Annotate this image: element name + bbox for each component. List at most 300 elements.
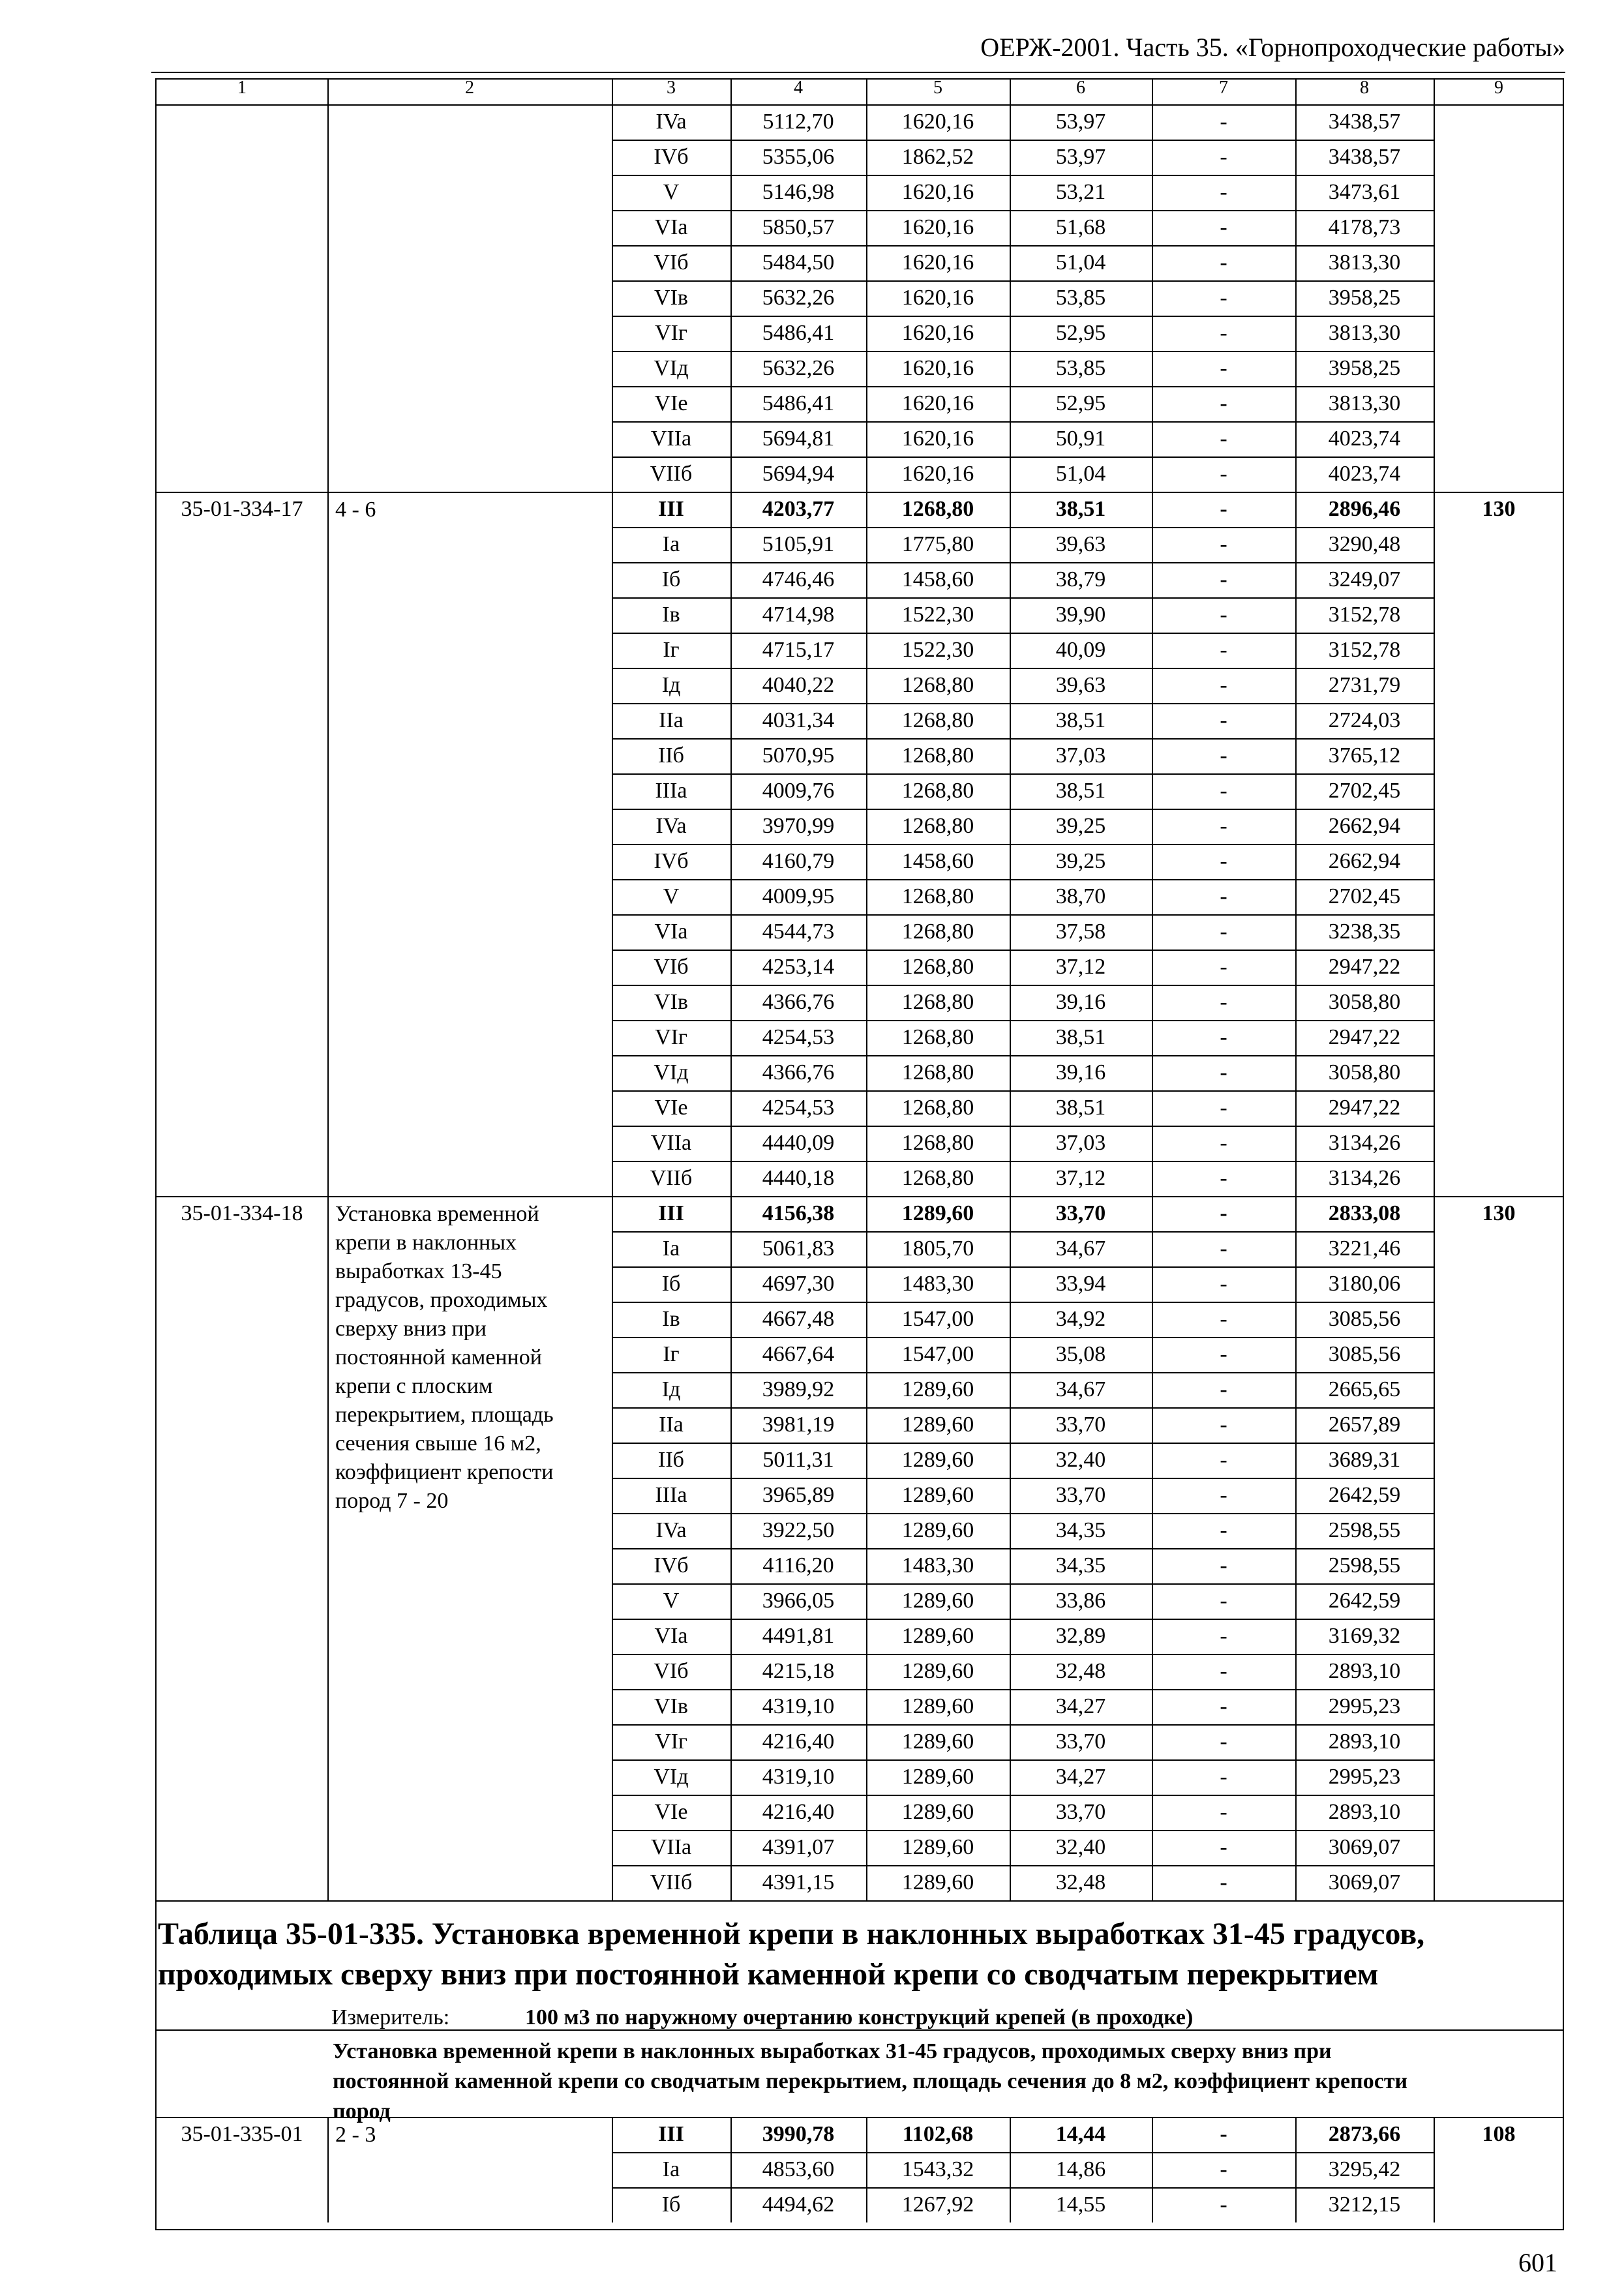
cell-machines: 38,51: [1055, 779, 1106, 803]
cell-category: VIб: [654, 1659, 689, 1683]
cell-category: VIе: [654, 391, 688, 415]
cell-machines: 38,70: [1055, 884, 1106, 908]
cell-machines: 34,92: [1055, 1307, 1106, 1331]
cell-materials: 3069,07: [1328, 1835, 1401, 1859]
row-border: [612, 985, 1434, 986]
cell-materials: 2665,65: [1328, 1377, 1401, 1401]
row-border: [612, 421, 1434, 423]
cell-total-cost: 3966,05: [762, 1589, 835, 1613]
cell-materials: 3169,32: [1328, 1624, 1401, 1648]
cell-category: Iб: [661, 567, 681, 591]
cell-category: IVa: [655, 110, 687, 134]
cell-total-cost: 5486,41: [762, 321, 835, 345]
column-border: [612, 1196, 613, 1900]
cell-materials: 3438,57: [1328, 110, 1401, 134]
cell-materials: 3058,80: [1328, 1060, 1401, 1085]
cell-wages: 1522,30: [901, 603, 974, 627]
cell-wages: 1547,00: [901, 1307, 974, 1331]
cell-wages: 1620,16: [901, 286, 974, 310]
cell-total-cost: 4319,10: [762, 1765, 835, 1789]
column-border: [1010, 492, 1011, 1196]
cell-materials: 3238,35: [1328, 920, 1401, 944]
cell-total-cost: 4853,60: [762, 2157, 835, 2181]
cell-machinists-wages: -: [1220, 110, 1227, 134]
rate-name: 2 - 3: [335, 2123, 376, 2147]
cell-machines: 53,97: [1055, 145, 1106, 169]
cell-machines: 33,70: [1055, 1729, 1106, 1754]
cell-total-cost: 5061,83: [762, 1236, 835, 1261]
row-border: [612, 527, 1434, 528]
cell-machinists-wages: -: [1220, 426, 1227, 451]
cell-category: III: [658, 2122, 684, 2146]
cell-category: V: [663, 180, 680, 204]
cell-machines: 51,68: [1055, 215, 1106, 239]
cell-materials: 3813,30: [1328, 250, 1401, 275]
column-border: [1010, 80, 1011, 104]
column-border: [866, 104, 867, 492]
cell-category: VIд: [654, 356, 689, 380]
cell-wages: 1268,80: [901, 779, 974, 803]
cell-total-cost: 4040,22: [762, 673, 835, 697]
column-border: [1295, 1196, 1297, 1900]
cell-machines: 33,86: [1055, 1589, 1106, 1613]
cell-machines: 35,08: [1055, 1342, 1106, 1366]
cell-materials: 2662,94: [1328, 849, 1401, 873]
column-border: [1152, 104, 1153, 492]
cell-total-cost: 4391,07: [762, 1835, 835, 1859]
cell-materials: 2642,59: [1328, 1589, 1401, 1613]
cell-machines: 52,95: [1055, 391, 1106, 415]
cell-wages: 1268,80: [901, 743, 974, 768]
cell-total-cost: 4391,15: [762, 1870, 835, 1894]
table-335-title: Таблица 35-01-335. Установка временной крепи в наклонных выработках 31-45 градусов, проходимых сверху вниз при постоянной каменной крепи со сводчатым перекрытием: [158, 1917, 1425, 1992]
cell-machines: 39,90: [1055, 603, 1106, 627]
row-border: [612, 456, 1434, 458]
cell-total-cost: 4366,76: [762, 1060, 835, 1085]
cell-wages: 1620,16: [901, 321, 974, 345]
meter-value: 100 м3 по наружному очертанию конструкций крепей (в проходке): [525, 2005, 1194, 2029]
row-border: [612, 1126, 1434, 1127]
cell-machines: 32,48: [1055, 1870, 1106, 1894]
cell-machinists-wages: -: [1220, 356, 1227, 380]
meter-label: Измеритель:: [331, 2005, 450, 2029]
cell-machinists-wages: -: [1220, 638, 1227, 662]
cell-machines: 39,63: [1055, 673, 1106, 697]
cell-machines: 38,79: [1055, 567, 1106, 591]
column-border: [730, 492, 732, 1196]
cell-total-cost: 4215,18: [762, 1659, 835, 1683]
block-border: [157, 1900, 1564, 1902]
cell-category: VIIб: [650, 1166, 693, 1190]
row-border: [612, 1619, 1434, 1620]
cell-machinists-wages: -: [1220, 2122, 1227, 2146]
cell-total-cost: 4203,77: [762, 497, 835, 521]
cell-machines: 53,97: [1055, 110, 1106, 134]
cell-total-cost: 4160,79: [762, 849, 835, 873]
cell-machinists-wages: -: [1220, 1413, 1227, 1437]
row-border: [612, 1830, 1434, 1831]
column-border: [327, 1196, 329, 1900]
cell-category: Iг: [663, 638, 680, 662]
column-border: [1152, 1196, 1153, 1900]
cell-materials: 2947,22: [1328, 1096, 1401, 1120]
cell-wages: 1620,16: [901, 110, 974, 134]
row-border: [612, 703, 1434, 704]
cell-materials: 3290,48: [1328, 532, 1401, 556]
cell-category: IVб: [654, 1553, 689, 1578]
cell-machinists-wages: -: [1220, 1694, 1227, 1718]
cell-machines: 32,40: [1055, 1835, 1106, 1859]
cell-category: Iб: [661, 2192, 681, 2217]
cell-category: VIв: [654, 1694, 688, 1718]
column-border: [1295, 80, 1297, 104]
cell-machinists-wages: -: [1220, 814, 1227, 838]
cell-machinists-wages: -: [1220, 250, 1227, 275]
cell-category: VIa: [654, 1624, 688, 1648]
row-border: [612, 1337, 1434, 1338]
cell-category: Iв: [662, 603, 680, 627]
column-border: [866, 492, 867, 1196]
cell-total-cost: 4116,20: [762, 1553, 834, 1578]
cell-total-cost: 4216,40: [762, 1729, 835, 1754]
cell-materials: 2702,45: [1328, 884, 1401, 908]
row-border: [612, 562, 1434, 563]
column-border: [730, 80, 732, 104]
rate-name: 4 - 6: [335, 498, 376, 522]
column-border: [612, 104, 613, 492]
column-border: [1295, 104, 1297, 492]
column-number-9: 9: [1494, 78, 1503, 98]
cell-category: IVб: [654, 849, 689, 873]
cell-wages: 1620,16: [901, 391, 974, 415]
cell-machinists-wages: -: [1220, 1835, 1227, 1859]
cell-total-cost: 3970,99: [762, 814, 835, 838]
cell-machines: 33,70: [1055, 1483, 1106, 1507]
cell-machinists-wages: -: [1220, 1589, 1227, 1613]
cell-category: V: [663, 884, 680, 908]
cell-materials: 3085,56: [1328, 1307, 1401, 1331]
column-border: [327, 2117, 329, 2222]
cell-total-cost: 5694,81: [762, 426, 835, 451]
column-border: [1434, 104, 1435, 492]
cell-wages: 1102,68: [902, 2122, 974, 2146]
cell-wages: 1543,32: [901, 2157, 974, 2181]
row-border: [612, 2152, 1434, 2153]
table-335-work-description: Установка временной крепи в наклонных выработках 31-45 градусов, проходимых сверху вниз при постоянной каменной крепи со сводчатым перекрытием, площадь сечения до 8 м2, коэффициент крепости пород: [333, 2039, 1408, 2123]
cell-wages: 1268,80: [901, 1096, 974, 1120]
cell-materials: 3689,31: [1328, 1448, 1401, 1472]
row-border: [612, 1654, 1434, 1655]
cell-materials: 2702,45: [1328, 779, 1401, 803]
rate-code: 35-01-334-17: [181, 497, 303, 521]
cell-wages: 1620,16: [901, 426, 974, 451]
cell-category: VIв: [654, 990, 688, 1014]
cell-machinists-wages: -: [1220, 849, 1227, 873]
cell-total-cost: 4216,40: [762, 1800, 835, 1824]
cell-machines: 37,03: [1055, 1131, 1106, 1155]
cell-category: IIa: [659, 708, 684, 732]
cell-machines: 39,25: [1055, 849, 1106, 873]
cell-machines: 14,55: [1055, 2192, 1106, 2217]
cell-materials: 3069,07: [1328, 1870, 1401, 1894]
column-border: [1434, 492, 1435, 1196]
row-border: [612, 2187, 1434, 2189]
row-border: [612, 280, 1434, 282]
cell-total-cost: 4491,81: [762, 1624, 835, 1648]
cell-materials: 2731,79: [1328, 673, 1401, 697]
column-border: [327, 492, 329, 1196]
cell-materials: 3438,57: [1328, 145, 1401, 169]
cell-total-cost: 4715,17: [762, 638, 835, 662]
cell-materials: 2995,23: [1328, 1694, 1401, 1718]
column-border: [866, 2117, 867, 2222]
cell-category: III: [658, 497, 684, 521]
cell-wages: 1458,60: [901, 567, 974, 591]
cell-machines: 37,12: [1055, 955, 1106, 979]
cell-materials: 3295,42: [1328, 2157, 1401, 2181]
cell-wages: 1289,60: [901, 1624, 974, 1648]
cell-wages: 1268,80: [901, 920, 974, 944]
cell-total-cost: 3922,50: [762, 1518, 835, 1542]
row-border: [612, 950, 1434, 951]
cell-machinists-wages: -: [1220, 2192, 1227, 2217]
row-border: [612, 1689, 1434, 1690]
column-border: [1295, 492, 1297, 1196]
column-border: [612, 2117, 613, 2222]
cell-machines: 34,35: [1055, 1518, 1106, 1542]
cell-category: IVб: [654, 145, 689, 169]
cell-wages: 1289,60: [901, 1729, 974, 1754]
cell-machinists-wages: -: [1220, 1272, 1227, 1296]
rate-name: Установка временной крепи в наклонных выработках 13-45 градусов, проходимых сверху вниз при постоянной каменной крепи с плоским перекрытием, площадь сечения свыше 16 м2, коэффициент крепости пород 7 - 20: [335, 1202, 554, 1513]
cell-materials: 3221,46: [1328, 1236, 1401, 1261]
cell-wages: 1775,80: [901, 532, 974, 556]
cell-machinists-wages: -: [1220, 1096, 1227, 1120]
cell-materials: 2873,66: [1328, 2122, 1401, 2146]
row-border: [612, 1161, 1434, 1162]
cell-materials: 2833,08: [1328, 1201, 1401, 1225]
cell-materials: 3180,06: [1328, 1272, 1401, 1296]
cell-total-cost: 5486,41: [762, 391, 835, 415]
cell-total-cost: 4494,62: [762, 2192, 835, 2217]
column-border: [1152, 492, 1153, 1196]
row-border: [612, 386, 1434, 387]
cell-machinists-wages: -: [1220, 1448, 1227, 1472]
rate-extra-value: 108: [1482, 2122, 1516, 2146]
cell-machinists-wages: -: [1220, 1729, 1227, 1754]
column-number-4: 4: [794, 78, 803, 98]
row-border: [612, 809, 1434, 810]
cell-machinists-wages: -: [1220, 1236, 1227, 1261]
cell-wages: 1268,80: [901, 884, 974, 908]
cell-wages: 1805,70: [901, 1236, 974, 1261]
rate-code: 35-01-334-18: [181, 1201, 303, 1225]
cell-category: V: [663, 1589, 680, 1613]
row-border: [612, 738, 1434, 740]
row-border: [612, 1865, 1434, 1866]
cell-wages: 1268,80: [901, 1166, 974, 1190]
cell-materials: 3249,07: [1328, 567, 1401, 591]
cell-machinists-wages: -: [1220, 1201, 1227, 1225]
cell-category: IIIa: [655, 1483, 687, 1507]
cell-machinists-wages: -: [1220, 708, 1227, 732]
cell-wages: 1268,80: [901, 955, 974, 979]
cell-machines: 33,70: [1055, 1201, 1106, 1225]
cell-machines: 14,86: [1055, 2157, 1106, 2181]
cell-machines: 32,40: [1055, 1448, 1106, 1472]
cell-materials: 2642,59: [1328, 1483, 1401, 1507]
cell-materials: 2893,10: [1328, 1800, 1401, 1824]
cell-wages: 1268,80: [901, 497, 974, 521]
column-border: [1434, 80, 1435, 104]
cell-machines: 39,63: [1055, 532, 1106, 556]
cell-total-cost: 5146,98: [762, 180, 835, 204]
cell-machinists-wages: -: [1220, 990, 1227, 1014]
cell-wages: 1483,30: [901, 1272, 974, 1296]
cell-materials: 2995,23: [1328, 1765, 1401, 1789]
cell-wages: 1289,60: [901, 1518, 974, 1542]
row-border: [612, 316, 1434, 317]
cell-total-cost: 3990,78: [762, 2122, 835, 2146]
cell-machinists-wages: -: [1220, 462, 1227, 486]
rate-code: 35-01-335-01: [181, 2122, 303, 2146]
cell-materials: 3058,80: [1328, 990, 1401, 1014]
cell-category: IIб: [658, 743, 684, 768]
row-border: [612, 1724, 1434, 1726]
column-number-5: 5: [933, 78, 942, 98]
cell-machinists-wages: -: [1220, 1377, 1227, 1401]
cell-category: VIд: [654, 1765, 689, 1789]
cell-wages: 1267,92: [901, 2192, 974, 2217]
cell-total-cost: 5011,31: [762, 1448, 834, 1472]
cell-total-cost: 5694,94: [762, 462, 835, 486]
cell-category: IIIa: [655, 779, 687, 803]
cell-materials: 3152,78: [1328, 603, 1401, 627]
cell-machines: 37,12: [1055, 1166, 1106, 1190]
cell-total-cost: 4544,73: [762, 920, 835, 944]
cell-total-cost: 3965,89: [762, 1483, 835, 1507]
cell-machinists-wages: -: [1220, 884, 1227, 908]
cell-machines: 38,51: [1055, 497, 1106, 521]
row-border: [612, 1090, 1434, 1092]
cell-machines: 38,51: [1055, 1096, 1106, 1120]
cell-category: Ia: [662, 2157, 680, 2181]
cell-machinists-wages: -: [1220, 1553, 1227, 1578]
cell-machinists-wages: -: [1220, 286, 1227, 310]
cell-total-cost: 4366,76: [762, 990, 835, 1014]
cell-total-cost: 4009,95: [762, 884, 835, 908]
cell-materials: 3958,25: [1328, 356, 1401, 380]
rates-table: [155, 78, 1564, 2230]
cell-materials: 2893,10: [1328, 1659, 1401, 1683]
cell-machinists-wages: -: [1220, 603, 1227, 627]
cell-materials: 2947,22: [1328, 955, 1401, 979]
cell-machinists-wages: -: [1220, 920, 1227, 944]
cell-category: IIa: [659, 1413, 684, 1437]
row-border: [612, 1231, 1434, 1233]
column-border: [612, 80, 613, 104]
column-border: [1010, 104, 1011, 492]
cell-category: VIе: [654, 1096, 688, 1120]
cell-materials: 2724,03: [1328, 708, 1401, 732]
cell-machinists-wages: -: [1220, 1483, 1227, 1507]
cell-materials: 2598,55: [1328, 1553, 1401, 1578]
cell-wages: 1289,60: [901, 1800, 974, 1824]
column-number-1: 1: [237, 78, 247, 98]
column-border: [730, 104, 732, 492]
cell-total-cost: 4714,98: [762, 603, 835, 627]
row-border: [612, 844, 1434, 845]
cell-total-cost: 4440,09: [762, 1131, 835, 1155]
cell-wages: 1289,60: [901, 1589, 974, 1613]
cell-materials: 3212,15: [1328, 2192, 1401, 2217]
cell-materials: 2896,46: [1328, 497, 1401, 521]
row-border: [612, 1302, 1434, 1303]
cell-category: VIIa: [650, 1131, 692, 1155]
cell-machines: 14,44: [1055, 2122, 1106, 2146]
cell-wages: 1289,60: [901, 1765, 974, 1789]
cell-wages: 1289,60: [901, 1201, 974, 1225]
cell-category: Iг: [663, 1342, 680, 1366]
column-border: [612, 492, 613, 1196]
cell-category: VIIa: [650, 426, 692, 451]
row-border: [612, 140, 1434, 141]
rate-extra-value: 130: [1482, 497, 1516, 521]
cell-total-cost: 5632,26: [762, 356, 835, 380]
cell-machinists-wages: -: [1220, 1060, 1227, 1085]
row-border: [612, 1372, 1434, 1373]
cell-machines: 50,91: [1055, 426, 1106, 451]
cell-total-cost: 4031,34: [762, 708, 835, 732]
cell-wages: 1289,60: [901, 1694, 974, 1718]
cell-total-cost: 5105,91: [762, 532, 835, 556]
row-border: [612, 914, 1434, 916]
cell-machinists-wages: -: [1220, 180, 1227, 204]
row-border: [612, 175, 1434, 176]
cell-materials: 4023,74: [1328, 426, 1401, 451]
cell-category: IVa: [655, 814, 687, 838]
cell-machines: 32,89: [1055, 1624, 1106, 1648]
cell-machines: 52,95: [1055, 321, 1106, 345]
row-border: [612, 1513, 1434, 1514]
cell-machines: 37,03: [1055, 743, 1106, 768]
cell-machinists-wages: -: [1220, 1131, 1227, 1155]
cell-total-cost: 4667,48: [762, 1307, 835, 1331]
column-number-2: 2: [465, 78, 474, 98]
cell-materials: 3134,26: [1328, 1166, 1401, 1190]
cell-category: VIб: [654, 250, 689, 275]
cell-machines: 33,94: [1055, 1272, 1106, 1296]
column-border: [327, 80, 329, 104]
column-border: [866, 1196, 867, 1900]
cell-materials: 3134,26: [1328, 1131, 1401, 1155]
cell-machines: 34,67: [1055, 1377, 1106, 1401]
cell-total-cost: 4319,10: [762, 1694, 835, 1718]
cell-total-cost: 5850,57: [762, 215, 835, 239]
cell-total-cost: 4253,14: [762, 955, 835, 979]
cell-wages: 1268,80: [901, 1025, 974, 1049]
cell-materials: 3085,56: [1328, 1342, 1401, 1366]
cell-machines: 40,09: [1055, 638, 1106, 662]
column-number-3: 3: [667, 78, 676, 98]
cell-machinists-wages: -: [1220, 1624, 1227, 1648]
page-header-title: ОЕРЖ-2001. Часть 35. «Горнопроходческие работы»: [980, 33, 1565, 62]
cell-machines: 34,27: [1055, 1694, 1106, 1718]
cell-category: VIб: [654, 955, 689, 979]
cell-total-cost: 3981,19: [762, 1413, 835, 1437]
cell-category: Iд: [661, 673, 681, 697]
cell-wages: 1620,16: [901, 250, 974, 275]
